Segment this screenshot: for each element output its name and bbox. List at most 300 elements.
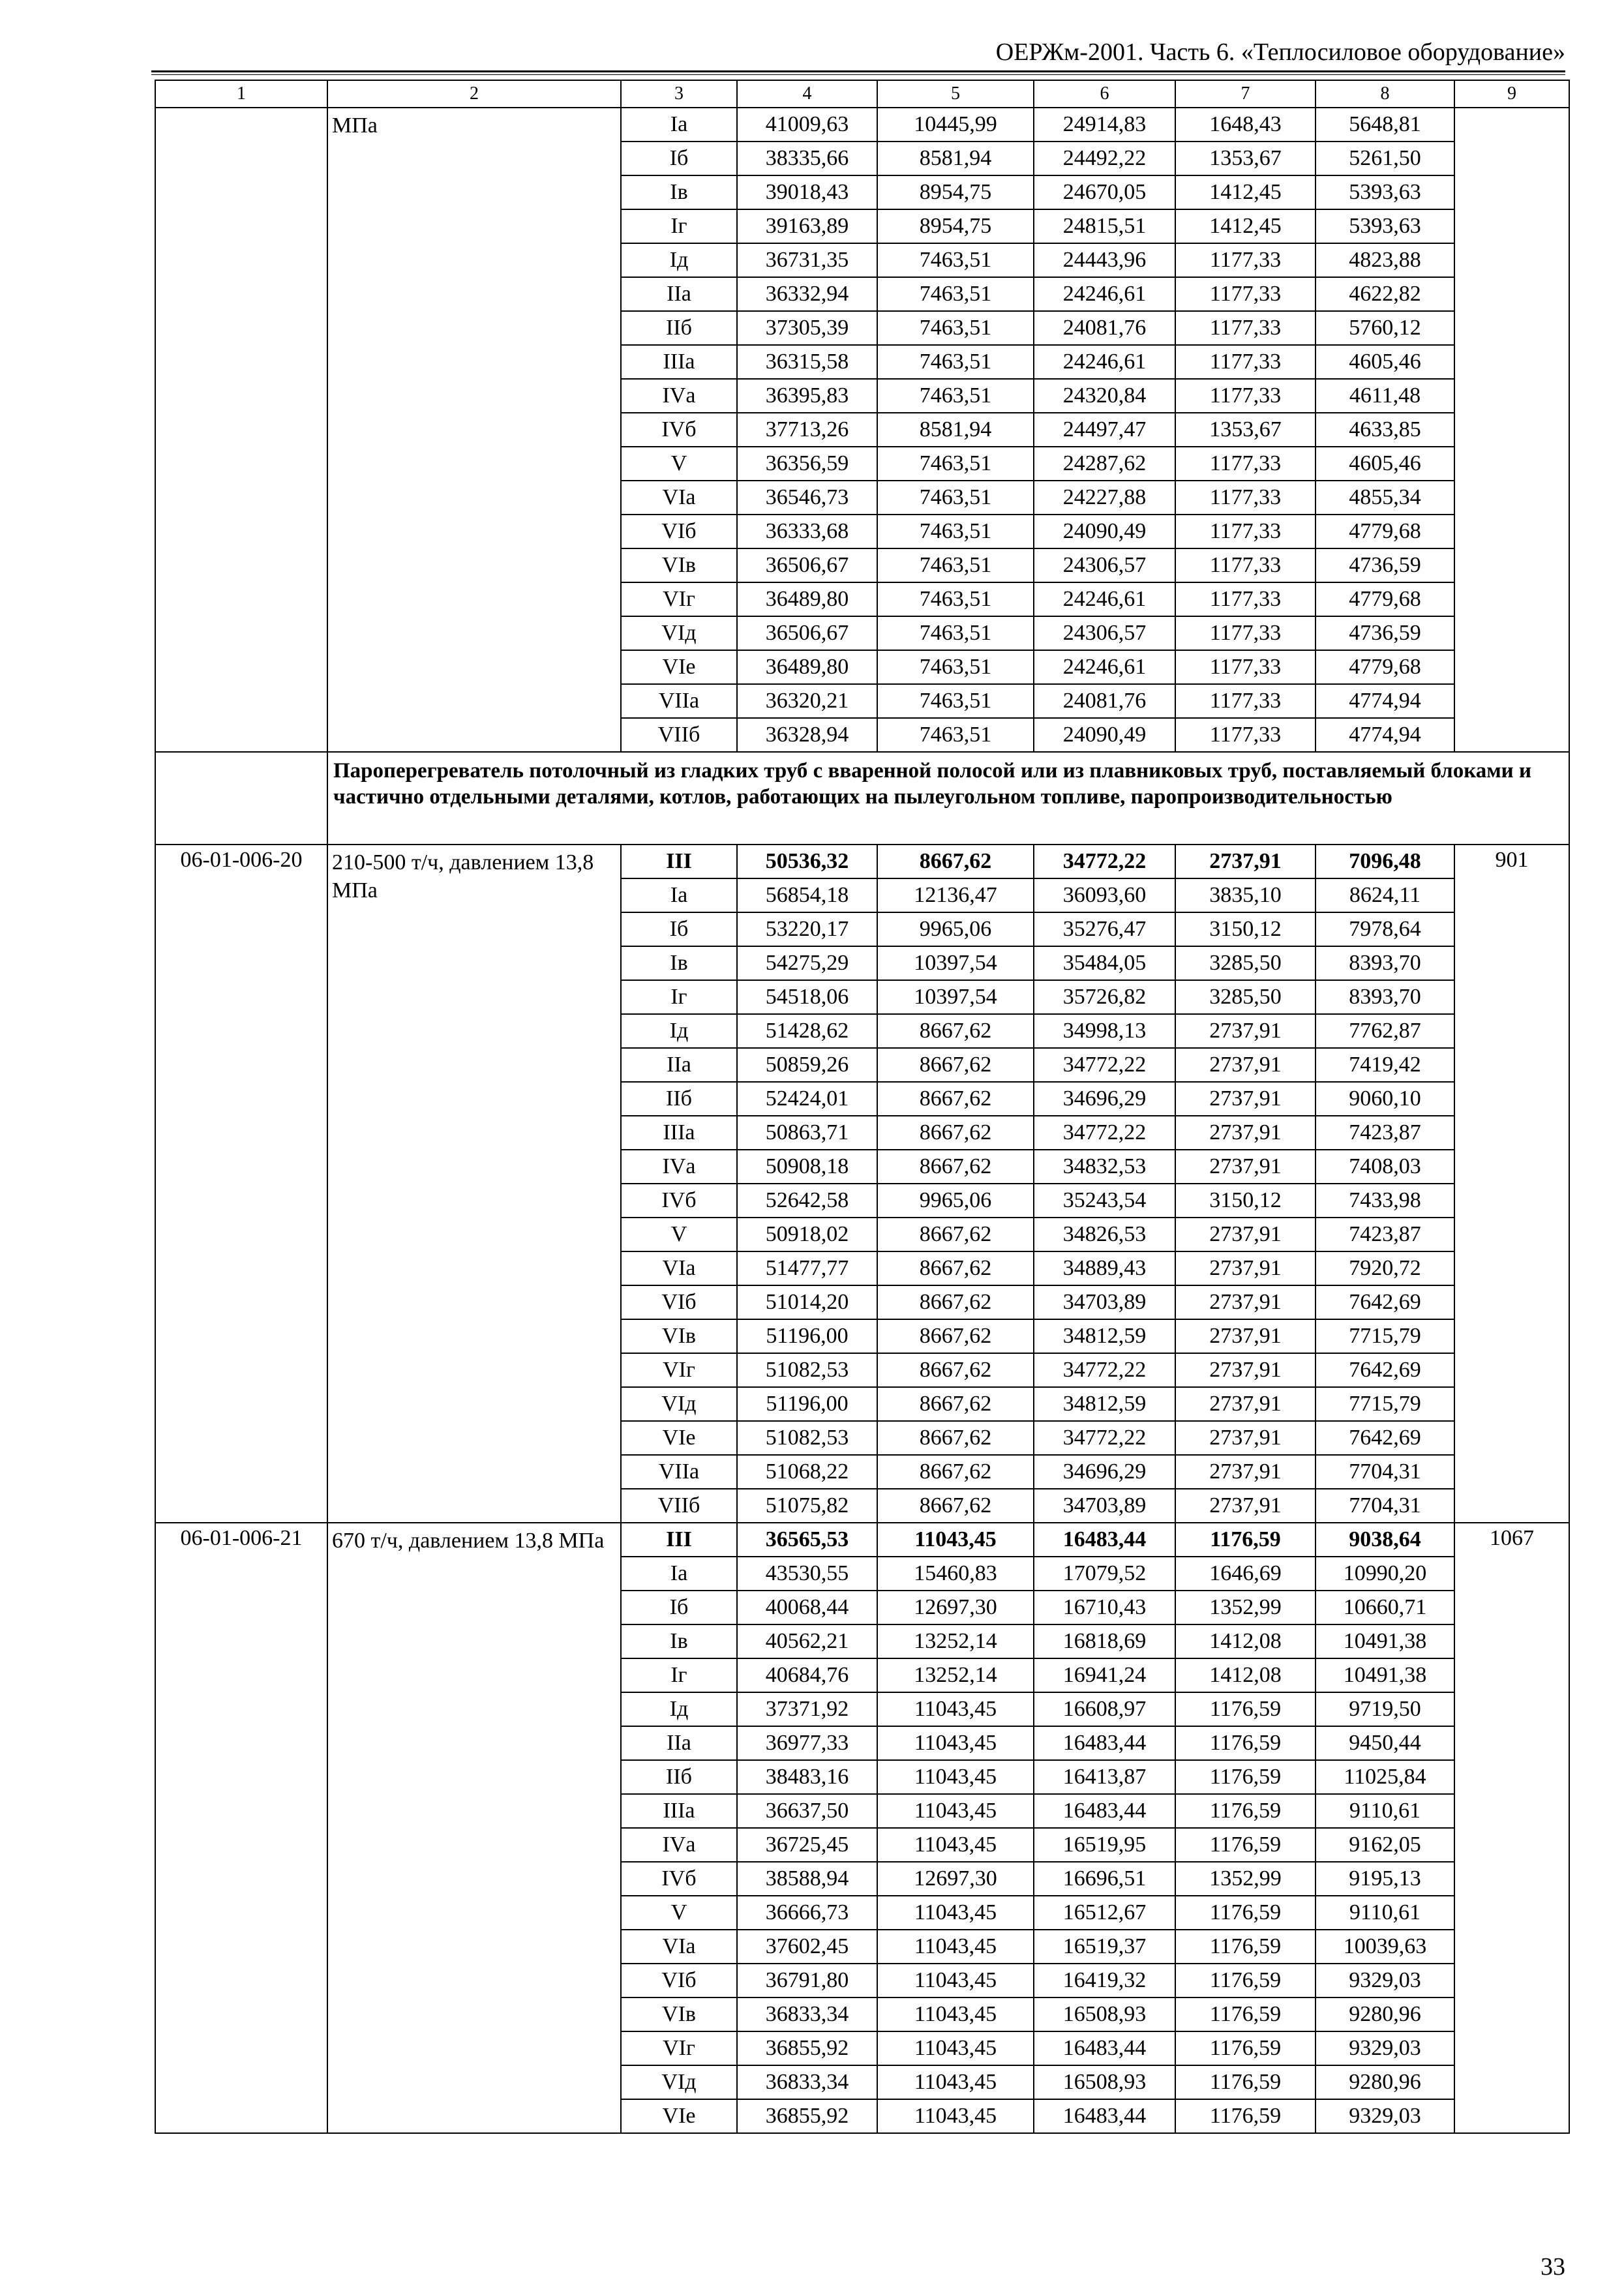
cost-value: 24246,61 [1034,345,1175,379]
cost-value: 8667,62 [877,1421,1034,1455]
region-group: IIа [621,1048,737,1082]
region-group: Iб [621,142,737,175]
cost-value: 16483,44 [1034,1523,1175,1557]
cost-value: 24306,57 [1034,548,1175,582]
cost-value: 9162,05 [1316,1828,1454,1862]
region-group: VIг [621,1353,737,1387]
cost-value: 5760,12 [1316,311,1454,345]
cost-value: 7463,51 [877,311,1034,345]
cost-value: 7463,51 [877,650,1034,684]
cost-value: 16512,67 [1034,1896,1175,1930]
cost-value: 1177,33 [1175,345,1316,379]
cost-value: 50863,71 [737,1116,877,1150]
region-group: VIа [621,481,737,515]
region-group: Iа [621,108,737,142]
cost-value: 36320,21 [737,684,877,718]
cost-value: 9060,10 [1316,1082,1454,1116]
region-group: IVа [621,379,737,413]
cost-value: 9965,06 [877,912,1034,946]
cost-value: 39163,89 [737,209,877,243]
cost-value: 1177,33 [1175,277,1316,311]
cost-value: 13252,14 [877,1658,1034,1692]
cost-value: 10039,63 [1316,1930,1454,1964]
cost-value: 1176,59 [1175,1828,1316,1862]
cost-value: 1177,33 [1175,379,1316,413]
cost-value: 34696,29 [1034,1082,1175,1116]
cost-value: 4779,68 [1316,515,1454,548]
cost-value: 34826,53 [1034,1218,1175,1251]
cost-value: 34998,13 [1034,1014,1175,1048]
cost-value: 8667,62 [877,1048,1034,1082]
cost-value: 8954,75 [877,175,1034,209]
cost-value: 35726,82 [1034,980,1175,1014]
table-row [155,1523,1569,1557]
cost-value: 10397,54 [877,980,1034,1014]
region-group: VIв [621,548,737,582]
cost-value: 51428,62 [737,1014,877,1048]
rate-description: 210-500 т/ч, давлением 13,8 МПа [327,845,621,1523]
cost-value: 1177,33 [1175,481,1316,515]
cost-value: 17079,52 [1034,1557,1175,1591]
cost-value: 24287,62 [1034,447,1175,481]
cost-value: 36565,53 [737,1523,877,1557]
cost-value: 11025,84 [1316,1760,1454,1794]
cost-value: 1352,99 [1175,1862,1316,1896]
region-group: IIIа [621,1794,737,1828]
region-group: Iа [621,878,737,912]
cost-value: 7704,31 [1316,1455,1454,1489]
cost-value: 1177,33 [1175,718,1316,752]
region-group: III [621,1523,737,1557]
cost-value: 7463,51 [877,515,1034,548]
cost-value: 1412,08 [1175,1658,1316,1692]
region-group: V [621,1896,737,1930]
region-group: Iв [621,175,737,209]
region-group: Iа [621,1557,737,1591]
region-group: VIд [621,1387,737,1421]
cost-value: 7463,51 [877,277,1034,311]
cost-value: 8667,62 [877,1489,1034,1523]
cost-value: 7642,69 [1316,1421,1454,1455]
cost-value: 8581,94 [877,413,1034,447]
cost-value: 54518,06 [737,980,877,1014]
cost-value: 52642,58 [737,1184,877,1218]
cost-value: 34812,59 [1034,1319,1175,1353]
cost-value: 35243,54 [1034,1184,1175,1218]
cost-value: 11043,45 [877,1760,1034,1794]
cost-value: 16508,93 [1034,2065,1175,2099]
cost-value: 40562,21 [737,1624,877,1658]
cost-value: 7463,51 [877,345,1034,379]
cost-value: 24090,49 [1034,718,1175,752]
region-group: VIб [621,515,737,548]
cost-value: 11043,45 [877,2065,1034,2099]
cost-value: 24497,47 [1034,413,1175,447]
region-group: Iб [621,1591,737,1624]
cost-value: 16696,51 [1034,1862,1175,1896]
region-group: IIб [621,1760,737,1794]
cost-value: 4779,68 [1316,650,1454,684]
cost-value: 36833,34 [737,1997,877,2031]
cost-value: 1176,59 [1175,2031,1316,2065]
region-group: V [621,447,737,481]
cost-value: 5648,81 [1316,108,1454,142]
cost-value: 7463,51 [877,243,1034,277]
column-number: 7 [1175,80,1316,108]
region-group: IIб [621,311,737,345]
cost-value: 38335,66 [737,142,877,175]
cost-value: 7463,51 [877,616,1034,650]
cost-value: 36855,92 [737,2031,877,2065]
column-number: 6 [1034,80,1175,108]
cost-value: 7463,51 [877,548,1034,582]
cost-value: 16483,44 [1034,1794,1175,1828]
cost-value: 2737,91 [1175,1387,1316,1421]
cost-value: 4736,59 [1316,548,1454,582]
cost-value: 8393,70 [1316,946,1454,980]
cost-value: 36489,80 [737,582,877,616]
cost-value: 1646,69 [1175,1557,1316,1591]
cost-value: 7642,69 [1316,1353,1454,1387]
region-group: VIIб [621,1489,737,1523]
cost-value: 51477,77 [737,1251,877,1285]
cost-value: 36977,33 [737,1726,877,1760]
region-group: III [621,845,737,878]
cost-value: 9280,96 [1316,1997,1454,2031]
column-9-value [1454,108,1569,752]
cost-value: 5393,63 [1316,209,1454,243]
cost-value: 8667,62 [877,1218,1034,1251]
cost-value: 36395,83 [737,379,877,413]
cost-value: 4823,88 [1316,243,1454,277]
cost-value: 9965,06 [877,1184,1034,1218]
cost-value: 7408,03 [1316,1150,1454,1184]
cost-value: 35276,47 [1034,912,1175,946]
cost-value: 4774,94 [1316,684,1454,718]
cost-value: 8667,62 [877,1150,1034,1184]
cost-value: 36328,94 [737,718,877,752]
cost-value: 11043,45 [877,1692,1034,1726]
region-group: Iв [621,1624,737,1658]
cost-value: 7704,31 [1316,1489,1454,1523]
region-group: IVб [621,413,737,447]
cost-value: 16508,93 [1034,1997,1175,2031]
cost-value: 13252,14 [877,1624,1034,1658]
region-group: Iг [621,980,737,1014]
rates-table [155,80,1570,2134]
cost-value: 24670,05 [1034,175,1175,209]
cost-value: 10491,38 [1316,1658,1454,1692]
region-group: IIа [621,277,737,311]
region-group: Iг [621,1658,737,1692]
cost-value: 8667,62 [877,1285,1034,1319]
cost-value: 2737,91 [1175,1353,1316,1387]
running-header: ОЕРЖм-2001. Часть 6. «Теплосиловое оборудование» [995,38,1565,66]
cost-value: 1176,59 [1175,2099,1316,2133]
cost-value: 50536,32 [737,845,877,878]
cost-value: 11043,45 [877,1726,1034,1760]
cost-value: 36489,80 [737,650,877,684]
region-group: VIе [621,650,737,684]
cost-value: 1412,08 [1175,1624,1316,1658]
rates-table-body [155,80,1569,2133]
cost-value: 34772,22 [1034,1048,1175,1082]
cost-value: 36731,35 [737,243,877,277]
region-group: VIд [621,2065,737,2099]
cost-value: 7463,51 [877,379,1034,413]
cost-value: 2737,91 [1175,1014,1316,1048]
cost-value: 2737,91 [1175,1285,1316,1319]
cost-value: 9329,03 [1316,1964,1454,1997]
region-group: IIIа [621,1116,737,1150]
cost-value: 54275,29 [737,946,877,980]
cost-value: 40068,44 [737,1591,877,1624]
cost-value: 4774,94 [1316,718,1454,752]
cost-value: 7715,79 [1316,1319,1454,1353]
cost-value: 4605,46 [1316,345,1454,379]
cost-value: 16419,32 [1034,1964,1175,1997]
cost-value: 2737,91 [1175,1082,1316,1116]
cost-value: 1177,33 [1175,311,1316,345]
cost-value: 1352,99 [1175,1591,1316,1624]
cost-value: 8667,62 [877,1387,1034,1421]
cost-value: 1176,59 [1175,1692,1316,1726]
cost-value: 1412,45 [1175,209,1316,243]
cost-value: 1176,59 [1175,1760,1316,1794]
cost-value: 11043,45 [877,2099,1034,2133]
page-number: 33 [1541,2253,1565,2281]
table-row [155,845,1569,878]
cost-value: 52424,01 [737,1082,877,1116]
cost-value: 8624,11 [1316,878,1454,912]
cost-value: 15460,83 [877,1557,1034,1591]
cost-value: 34772,22 [1034,845,1175,878]
cost-value: 10660,71 [1316,1591,1454,1624]
header-rule-thin [151,74,1565,75]
cost-value: 5393,63 [1316,175,1454,209]
region-group: VIа [621,1251,737,1285]
cost-value: 9329,03 [1316,2099,1454,2133]
rate-code: 06-01-006-21 [155,1523,327,2133]
region-group: VIIб [621,718,737,752]
cost-value: 1177,33 [1175,616,1316,650]
column-number: 5 [877,80,1034,108]
cost-value: 24090,49 [1034,515,1175,548]
cost-value: 16941,24 [1034,1658,1175,1692]
cost-value: 11043,45 [877,1794,1034,1828]
cost-value: 39018,43 [737,175,877,209]
cost-value: 36506,67 [737,548,877,582]
cost-value: 34703,89 [1034,1489,1175,1523]
cost-value: 16413,87 [1034,1760,1175,1794]
cost-value: 36855,92 [737,2099,877,2133]
cost-value: 34772,22 [1034,1353,1175,1387]
cost-value: 4611,48 [1316,379,1454,413]
cost-value: 53220,17 [737,912,877,946]
cost-value: 7423,87 [1316,1218,1454,1251]
cost-value: 16818,69 [1034,1624,1175,1658]
cost-value: 41009,63 [737,108,877,142]
region-group: IVа [621,1150,737,1184]
cost-value: 1177,33 [1175,243,1316,277]
cost-value: 5261,50 [1316,142,1454,175]
cost-value: 1176,59 [1175,1896,1316,1930]
rate-code [155,108,327,752]
cost-value: 51075,82 [737,1489,877,1523]
cost-value: 36333,68 [737,515,877,548]
cost-value: 7433,98 [1316,1184,1454,1218]
cost-value: 3150,12 [1175,1184,1316,1218]
cost-value: 7463,51 [877,582,1034,616]
region-group: Iв [621,946,737,980]
region-group: IVа [621,1828,737,1862]
cost-value: 50859,26 [737,1048,877,1082]
cost-value: 7978,64 [1316,912,1454,946]
rate-description: 670 т/ч, давлением 13,8 МПа [327,1523,621,2133]
region-group: VIг [621,2031,737,2065]
region-group: Iд [621,243,737,277]
cost-value: 3285,50 [1175,946,1316,980]
region-group: VIв [621,1319,737,1353]
cost-value: 11043,45 [877,1997,1034,2031]
column-number-row [155,80,1569,108]
region-group: VIе [621,1421,737,1455]
cost-value: 24914,83 [1034,108,1175,142]
cost-value: 37602,45 [737,1930,877,1964]
region-group: VIб [621,1964,737,1997]
section-code-cell [155,752,327,845]
region-group: VIIа [621,684,737,718]
region-group: V [621,1218,737,1251]
cost-value: 8954,75 [877,209,1034,243]
cost-value: 35484,05 [1034,946,1175,980]
cost-value: 11043,45 [877,1930,1034,1964]
cost-value: 1176,59 [1175,1930,1316,1964]
cost-value: 8667,62 [877,1353,1034,1387]
cost-value: 36315,58 [737,345,877,379]
cost-value: 1176,59 [1175,1726,1316,1760]
cost-value: 1177,33 [1175,515,1316,548]
cost-value: 2737,91 [1175,1150,1316,1184]
section-title: Пароперегреватель потолочный из гладких труб с вваренной полосой или из плавниковых труб, поставляемый блоками и частично отдельными деталями, котлов, работающих на пылеугольном топливе, паропроизводительностью [327,752,1569,845]
cost-value: 43530,55 [737,1557,877,1591]
cost-value: 8581,94 [877,142,1034,175]
region-group: IIа [621,1726,737,1760]
cost-value: 4855,34 [1316,481,1454,515]
cost-value: 16483,44 [1034,2099,1175,2133]
cost-value: 8667,62 [877,1251,1034,1285]
region-group: Iб [621,912,737,946]
cost-value: 2737,91 [1175,845,1316,878]
cost-value: 1177,33 [1175,582,1316,616]
cost-value: 7463,51 [877,481,1034,515]
cost-value: 2737,91 [1175,1251,1316,1285]
cost-value: 37305,39 [737,311,877,345]
cost-value: 9280,96 [1316,2065,1454,2099]
cost-value: 34703,89 [1034,1285,1175,1319]
cost-value: 34772,22 [1034,1116,1175,1150]
cost-value: 8667,62 [877,1082,1034,1116]
rate-description: МПа [327,108,621,752]
cost-value: 38588,94 [737,1862,877,1896]
cost-value: 4779,68 [1316,582,1454,616]
cost-value: 36833,34 [737,2065,877,2099]
region-group: IIб [621,1082,737,1116]
cost-value: 36725,45 [737,1828,877,1862]
cost-value: 24246,61 [1034,650,1175,684]
cost-value: 24443,96 [1034,243,1175,277]
cost-value: 16483,44 [1034,1726,1175,1760]
cost-value: 9329,03 [1316,2031,1454,2065]
section-row [155,752,1569,845]
cost-value: 24081,76 [1034,684,1175,718]
cost-value: 4633,85 [1316,413,1454,447]
cost-value: 7463,51 [877,718,1034,752]
column-number: 9 [1454,80,1569,108]
cost-value: 51014,20 [737,1285,877,1319]
cost-value: 1177,33 [1175,548,1316,582]
cost-value: 9195,13 [1316,1862,1454,1896]
cost-value: 7096,48 [1316,845,1454,878]
region-group: Iг [621,209,737,243]
cost-value: 2737,91 [1175,1489,1316,1523]
cost-value: 16519,95 [1034,1828,1175,1862]
region-group: Iд [621,1692,737,1726]
cost-value: 2737,91 [1175,1116,1316,1150]
cost-value: 1176,59 [1175,1964,1316,1997]
cost-value: 1176,59 [1175,1523,1316,1557]
cost-value: 40684,76 [737,1658,877,1692]
cost-value: 3285,50 [1175,980,1316,1014]
cost-value: 11043,45 [877,1896,1034,1930]
cost-value: 11043,45 [877,1828,1034,1862]
cost-value: 3150,12 [1175,912,1316,946]
cost-value: 4605,46 [1316,447,1454,481]
cost-value: 24306,57 [1034,616,1175,650]
cost-value: 16710,43 [1034,1591,1175,1624]
cost-value: 1353,67 [1175,413,1316,447]
cost-value: 8667,62 [877,1116,1034,1150]
cost-value: 1648,43 [1175,108,1316,142]
cost-value: 7423,87 [1316,1116,1454,1150]
cost-value: 10445,99 [877,108,1034,142]
cost-value: 36546,73 [737,481,877,515]
cost-value: 51196,00 [737,1319,877,1353]
cost-value: 12697,30 [877,1591,1034,1624]
cost-value: 2737,91 [1175,1048,1316,1082]
region-group: VIа [621,1930,737,1964]
cost-value: 7715,79 [1316,1387,1454,1421]
region-group: IVб [621,1184,737,1218]
cost-value: 1176,59 [1175,2065,1316,2099]
cost-value: 1177,33 [1175,650,1316,684]
cost-value: 34696,29 [1034,1455,1175,1489]
cost-value: 1412,45 [1175,175,1316,209]
cost-value: 24227,88 [1034,481,1175,515]
cost-value: 50918,02 [737,1218,877,1251]
region-group: IIIа [621,345,737,379]
cost-value: 36093,60 [1034,878,1175,912]
cost-value: 51068,22 [737,1455,877,1489]
table-row [155,108,1569,142]
cost-value: 8667,62 [877,1319,1034,1353]
cost-value: 8667,62 [877,1455,1034,1489]
cost-value: 7463,51 [877,684,1034,718]
column-number: 8 [1316,80,1454,108]
cost-value: 11043,45 [877,1964,1034,1997]
region-group: Iд [621,1014,737,1048]
column-9-value: 901 [1454,845,1569,1523]
